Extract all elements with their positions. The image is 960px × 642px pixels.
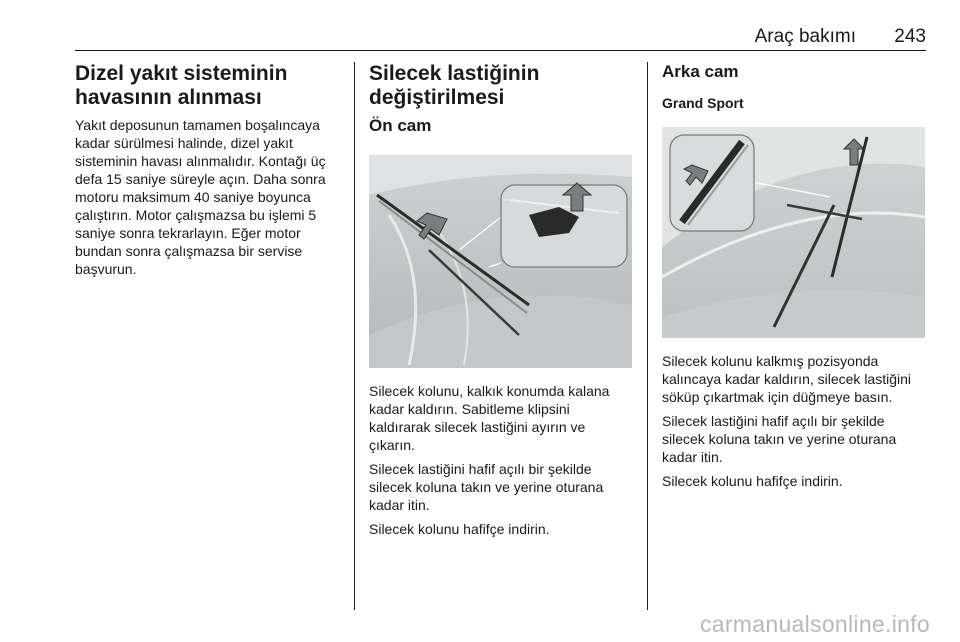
- diesel-heading: Dizel yakıt sisteminin havasının alınması: [75, 62, 288, 109]
- instruction-paragraph: Silecek kolunu kalkmış pozisyonda kalıncaya kadar kaldırın, silecek lastiğini söküp çıkartmak için düğmeye basın.: [662, 353, 912, 405]
- instruction-paragraph: Silecek lastiğini hafif açılı bir şekilde silecek koluna takın ve yerine oturana kadar itin.: [662, 413, 897, 465]
- column-divider: [354, 62, 355, 610]
- watermark: carmanualsonline.info: [699, 611, 930, 637]
- rear-glass-heading: Arka cam: [662, 62, 739, 81]
- column-rear-wiper: [662, 62, 928, 122]
- instruction-paragraph: Silecek kolunu hafifçe indirin.: [662, 473, 843, 489]
- instruction-paragraph: Silecek kolunu, kalkık konumda kalana kadar kaldırın. Sabitleme klipsini kaldırarak silecek lastiğini ayırın ve çıkarın.: [369, 383, 610, 453]
- section-title: Araç bakımı: [754, 26, 856, 47]
- front-wiper-illustration: [369, 155, 632, 368]
- wiper-heading: Silecek lastiğinin değiştirilmesi: [369, 62, 540, 109]
- instruction-paragraph: Silecek lastiğini hafif açılı bir şekilde silecek koluna takın ve yerine oturana kadar itin.: [369, 461, 604, 513]
- column-diesel: [75, 62, 345, 284]
- column-front-wiper: [369, 62, 634, 144]
- column-divider: [647, 62, 648, 610]
- rear-wiper-illustration: [662, 127, 925, 338]
- grand-sport-subheading: Grand Sport: [662, 95, 744, 111]
- page-number: 243: [894, 26, 926, 47]
- page-header: [75, 26, 926, 51]
- front-wiper-instructions: [369, 382, 634, 544]
- diesel-paragraph: Yakıt deposunun tamamen boşalıncaya kadar sürülmesi halinde, dizel yakıt sisteminin havası alınmalıdır. Kontağı üç defa 15 saniye süreyle açın. Daha sonra motoru maksimum 40 saniye boyunca çalıştırın. Motor çalışmazsa bu işlemi 5 saniye sonra tekrarlayın. Eğer motor bundan sonra çalışmazsa bir servise başvurun.: [75, 117, 326, 277]
- rear-wiper-instructions: [662, 352, 928, 496]
- instruction-paragraph: Silecek kolunu hafifçe indirin.: [369, 521, 550, 537]
- front-glass-subheading: Ön cam: [369, 116, 432, 135]
